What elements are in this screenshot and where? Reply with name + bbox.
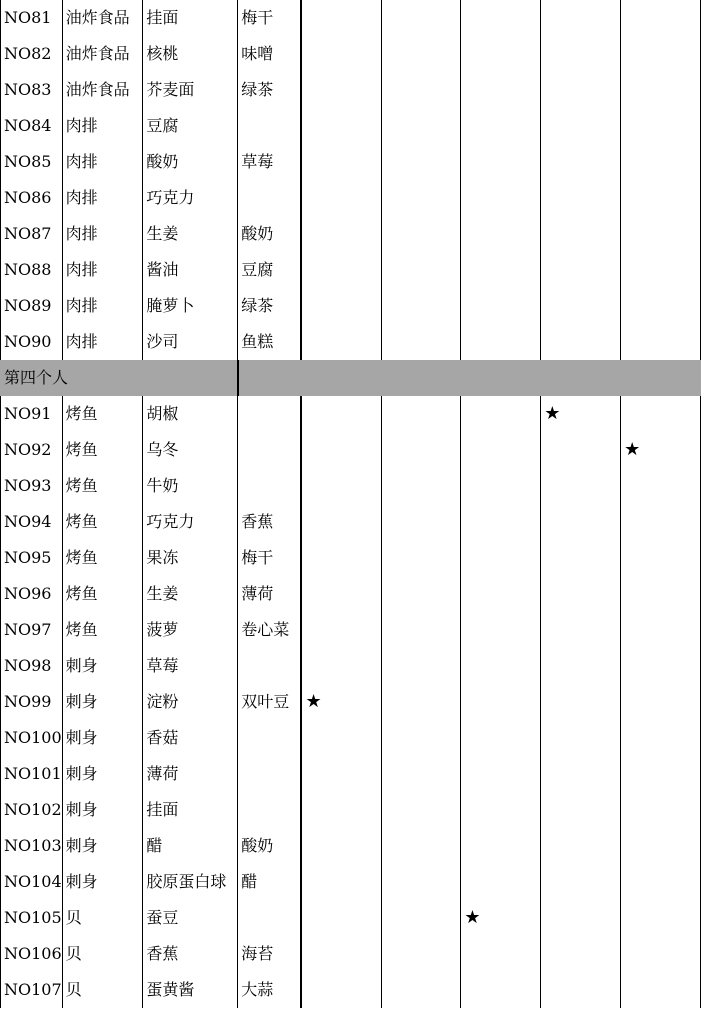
cell-mark[interactable] — [461, 540, 541, 576]
cell-mark[interactable] — [301, 0, 381, 36]
cell-category[interactable]: 贝 — [62, 900, 143, 936]
cell-mark[interactable] — [541, 504, 621, 540]
cell-food2[interactable]: 海苔 — [238, 936, 302, 972]
cell-mark[interactable] — [541, 936, 621, 972]
cell-mark[interactable] — [541, 108, 621, 144]
cell-food1[interactable]: 酸奶 — [143, 144, 238, 180]
cell-mark[interactable] — [381, 648, 461, 684]
cell-food2[interactable]: 酸奶 — [238, 216, 302, 252]
cell-mark[interactable] — [541, 900, 621, 936]
cell-mark[interactable] — [301, 396, 381, 432]
section-header-row — [1, 360, 701, 396]
cell-category[interactable]: 刺身 — [62, 792, 143, 828]
table-row — [1, 216, 701, 252]
cell-mark[interactable] — [461, 396, 541, 432]
cell-mark[interactable] — [301, 72, 381, 108]
cell-mark[interactable] — [541, 468, 621, 504]
cell-mark[interactable] — [381, 612, 461, 648]
cell-blank[interactable] — [143, 360, 238, 396]
star-icon: ★ — [544, 403, 561, 424]
cell-category[interactable]: 烤鱼 — [62, 540, 143, 576]
cell-blank[interactable] — [621, 360, 701, 396]
cell-id[interactable]: NO82 — [1, 36, 63, 72]
cell-mark[interactable] — [381, 756, 461, 792]
cell-category[interactable]: 油炸食品 — [62, 72, 143, 108]
cell-food1[interactable]: 胡椒 — [143, 396, 238, 432]
cell-id[interactable]: NO100 — [1, 720, 63, 756]
cell-category[interactable]: 贝 — [62, 936, 143, 972]
cell-food1[interactable]: 薄荷 — [143, 756, 238, 792]
table-row — [1, 468, 701, 504]
cell-food2[interactable] — [238, 468, 302, 504]
cell-food1[interactable]: 巧克力 — [143, 180, 238, 216]
cell-food1[interactable]: 草莓 — [143, 648, 238, 684]
cell-mark[interactable] — [621, 972, 701, 1008]
cell-food2[interactable]: 绿茶 — [238, 288, 302, 324]
cell-mark[interactable] — [621, 72, 701, 108]
cell-mark[interactable] — [381, 252, 461, 288]
cell-mark[interactable] — [301, 720, 381, 756]
cell-mark[interactable] — [301, 288, 381, 324]
cell-mark[interactable] — [621, 612, 701, 648]
cell-mark[interactable] — [461, 72, 541, 108]
cell-id[interactable]: NO104 — [1, 864, 63, 900]
cell-category[interactable]: 肉排 — [62, 324, 143, 360]
cell-mark[interactable] — [541, 396, 621, 432]
cell-mark[interactable] — [381, 540, 461, 576]
cell-mark[interactable] — [301, 972, 381, 1008]
cell-mark[interactable] — [541, 756, 621, 792]
cell-category[interactable]: 肉排 — [62, 216, 143, 252]
cell-mark[interactable] — [381, 324, 461, 360]
cell-mark[interactable] — [541, 684, 621, 720]
cell-mark[interactable] — [461, 36, 541, 72]
cell-mark[interactable] — [541, 540, 621, 576]
cell-mark[interactable] — [301, 792, 381, 828]
star-icon: ★ — [624, 439, 641, 460]
cell-category[interactable]: 肉排 — [62, 180, 143, 216]
cell-mark[interactable] — [301, 504, 381, 540]
cell-mark[interactable] — [621, 252, 701, 288]
cell-mark[interactable] — [621, 576, 701, 612]
cell-mark[interactable] — [381, 432, 461, 468]
table-row — [1, 180, 701, 216]
cell-category[interactable]: 刺身 — [62, 828, 143, 864]
cell-category[interactable]: 烤鱼 — [62, 576, 143, 612]
cell-id[interactable]: NO93 — [1, 468, 63, 504]
table-body — [1, 0, 701, 1008]
cell-mark[interactable] — [301, 216, 381, 252]
cell-mark[interactable] — [381, 396, 461, 432]
cell-mark[interactable] — [381, 720, 461, 756]
cell-mark[interactable] — [621, 540, 701, 576]
cell-mark[interactable] — [461, 828, 541, 864]
cell-mark[interactable] — [301, 252, 381, 288]
cell-mark[interactable] — [381, 216, 461, 252]
cell-category[interactable]: 刺身 — [62, 864, 143, 900]
cell-food2[interactable]: 绿茶 — [238, 72, 302, 108]
cell-mark[interactable] — [461, 108, 541, 144]
cell-mark[interactable] — [381, 108, 461, 144]
cell-mark[interactable] — [381, 144, 461, 180]
cell-id[interactable]: NO96 — [1, 576, 63, 612]
table-row — [1, 720, 701, 756]
cell-food2[interactable]: 梅干 — [238, 540, 302, 576]
cell-mark[interactable] — [301, 576, 381, 612]
cell-mark[interactable] — [461, 180, 541, 216]
cell-food1[interactable]: 醋 — [143, 828, 238, 864]
table-row — [1, 648, 701, 684]
table-row — [1, 540, 701, 576]
cell-mark[interactable] — [461, 576, 541, 612]
table-row — [1, 756, 701, 792]
cell-mark[interactable] — [301, 612, 381, 648]
table-row — [1, 396, 701, 432]
table-row — [1, 72, 701, 108]
cell-mark[interactable] — [461, 792, 541, 828]
table-row — [1, 252, 701, 288]
cell-food1[interactable]: 香菇 — [143, 720, 238, 756]
cell-id[interactable]: NO88 — [1, 252, 63, 288]
cell-mark[interactable] — [621, 648, 701, 684]
cell-category[interactable]: 肉排 — [62, 288, 143, 324]
cell-mark[interactable] — [461, 972, 541, 1008]
cell-mark[interactable] — [541, 144, 621, 180]
cell-food1[interactable]: 菠萝 — [143, 612, 238, 648]
cell-mark[interactable] — [621, 216, 701, 252]
cell-food2[interactable] — [238, 720, 302, 756]
cell-food1[interactable]: 芥麦面 — [143, 72, 238, 108]
cell-mark[interactable] — [301, 108, 381, 144]
cell-mark[interactable] — [301, 828, 381, 864]
cell-mark[interactable] — [381, 828, 461, 864]
cell-mark[interactable] — [461, 684, 541, 720]
cell-mark[interactable] — [381, 504, 461, 540]
cell-mark[interactable] — [621, 468, 701, 504]
cell-category[interactable]: 贝 — [62, 972, 143, 1008]
cell-mark[interactable] — [461, 612, 541, 648]
cell-mark[interactable] — [301, 864, 381, 900]
cell-food1[interactable]: 沙司 — [143, 324, 238, 360]
table-row — [1, 36, 701, 72]
cell-category[interactable]: 烤鱼 — [62, 468, 143, 504]
cell-category[interactable]: 肉排 — [62, 108, 143, 144]
cell-mark[interactable] — [621, 288, 701, 324]
cell-mark[interactable] — [381, 972, 461, 1008]
cell-food2[interactable]: 味噌 — [238, 36, 302, 72]
cell-food2[interactable] — [238, 900, 302, 936]
cell-mark[interactable] — [541, 72, 621, 108]
cell-mark[interactable] — [381, 72, 461, 108]
cell-mark[interactable] — [461, 324, 541, 360]
cell-mark[interactable] — [461, 252, 541, 288]
cell-blank[interactable] — [301, 360, 381, 396]
cell-mark[interactable] — [461, 504, 541, 540]
cell-id[interactable]: NO94 — [1, 504, 63, 540]
cell-food2[interactable]: 大蒜 — [238, 972, 302, 1008]
cell-mark[interactable] — [301, 36, 381, 72]
cell-category[interactable]: 肉排 — [62, 252, 143, 288]
cell-category[interactable]: 肉排 — [62, 144, 143, 180]
cell-category[interactable]: 油炸食品 — [62, 0, 143, 36]
cell-mark[interactable] — [621, 108, 701, 144]
cell-blank[interactable] — [541, 360, 621, 396]
cell-food2[interactable]: 卷心菜 — [238, 612, 302, 648]
cell-id[interactable]: NO92 — [1, 432, 63, 468]
cell-mark[interactable] — [301, 936, 381, 972]
cell-mark[interactable] — [541, 432, 621, 468]
cell-mark[interactable] — [621, 180, 701, 216]
cell-id[interactable]: NO101 — [1, 756, 63, 792]
cell-mark[interactable] — [541, 648, 621, 684]
cell-id[interactable]: NO81 — [1, 0, 63, 36]
cell-mark[interactable] — [461, 468, 541, 504]
cell-mark[interactable] — [621, 432, 701, 468]
table-row — [1, 792, 701, 828]
cell-mark[interactable] — [541, 0, 621, 36]
cell-food1[interactable]: 香蕉 — [143, 936, 238, 972]
table-row — [1, 864, 701, 900]
table-row — [1, 0, 701, 36]
cell-mark[interactable] — [381, 900, 461, 936]
cell-id[interactable]: NO84 — [1, 108, 63, 144]
cell-food1[interactable]: 蚕豆 — [143, 900, 238, 936]
table-row — [1, 324, 701, 360]
cell-mark[interactable] — [621, 828, 701, 864]
cell-mark[interactable] — [541, 576, 621, 612]
cell-mark[interactable] — [301, 468, 381, 504]
cell-mark[interactable] — [381, 288, 461, 324]
cell-food1[interactable]: 蛋黄酱 — [143, 972, 238, 1008]
cell-category[interactable]: 油炸食品 — [62, 36, 143, 72]
cell-mark[interactable] — [381, 0, 461, 36]
cell-category[interactable]: 刺身 — [62, 684, 143, 720]
cell-id[interactable]: NO102 — [1, 792, 63, 828]
cell-mark[interactable] — [381, 468, 461, 504]
cell-mark[interactable] — [541, 828, 621, 864]
cell-mark[interactable] — [541, 36, 621, 72]
cell-mark[interactable] — [381, 792, 461, 828]
cell-food1[interactable]: 果冻 — [143, 540, 238, 576]
cell-food2[interactable] — [238, 792, 302, 828]
cell-mark[interactable] — [301, 144, 381, 180]
cell-id[interactable]: NO89 — [1, 288, 63, 324]
cell-food1[interactable]: 生姜 — [143, 576, 238, 612]
cell-food1[interactable]: 腌萝卜 — [143, 288, 238, 324]
cell-food2[interactable]: 草莓 — [238, 144, 302, 180]
cell-mark[interactable] — [621, 36, 701, 72]
cell-food1[interactable]: 淀粉 — [143, 684, 238, 720]
cell-mark[interactable] — [541, 252, 621, 288]
cell-id[interactable]: NO90 — [1, 324, 63, 360]
cell-food1[interactable]: 生姜 — [143, 216, 238, 252]
star-icon: ★ — [464, 907, 481, 928]
cell-food1[interactable]: 胶原蛋白球 — [143, 864, 238, 900]
cell-food2[interactable] — [238, 648, 302, 684]
cell-category[interactable]: 刺身 — [62, 720, 143, 756]
cell-id[interactable]: NO97 — [1, 612, 63, 648]
cell-mark[interactable] — [381, 180, 461, 216]
cell-mark[interactable] — [621, 144, 701, 180]
cell-food1[interactable]: 核桃 — [143, 36, 238, 72]
cell-mark[interactable] — [381, 36, 461, 72]
cell-mark[interactable] — [621, 324, 701, 360]
table-row — [1, 936, 701, 972]
cell-blank[interactable] — [238, 360, 302, 396]
cell-mark[interactable] — [461, 288, 541, 324]
cell-food1[interactable]: 牛奶 — [143, 468, 238, 504]
cell-food2[interactable]: 酸奶 — [238, 828, 302, 864]
table-row — [1, 900, 701, 936]
table-row — [1, 972, 701, 1008]
cell-mark[interactable] — [541, 180, 621, 216]
table-row — [1, 288, 701, 324]
cell-mark[interactable] — [541, 792, 621, 828]
cell-id[interactable]: NO105 — [1, 900, 63, 936]
cell-id[interactable]: NO106 — [1, 936, 63, 972]
cell-mark[interactable] — [621, 720, 701, 756]
cell-category[interactable]: 烤鱼 — [62, 504, 143, 540]
cell-food1[interactable]: 酱油 — [143, 252, 238, 288]
table-row — [1, 108, 701, 144]
cell-id[interactable]: NO87 — [1, 216, 63, 252]
cell-id[interactable]: NO103 — [1, 828, 63, 864]
cell-mark[interactable] — [541, 288, 621, 324]
cell-mark[interactable] — [621, 936, 701, 972]
cell-mark[interactable] — [541, 972, 621, 1008]
cell-mark[interactable] — [541, 720, 621, 756]
cell-id[interactable]: NO99 — [1, 684, 63, 720]
cell-mark[interactable] — [621, 792, 701, 828]
cell-food2[interactable]: 梅干 — [238, 0, 302, 36]
cell-mark[interactable] — [461, 432, 541, 468]
cell-mark[interactable] — [621, 684, 701, 720]
cell-food1[interactable]: 挂面 — [143, 792, 238, 828]
cell-blank[interactable] — [381, 360, 461, 396]
cell-food1[interactable]: 乌冬 — [143, 432, 238, 468]
cell-category[interactable]: 刺身 — [62, 648, 143, 684]
cell-category[interactable]: 烤鱼 — [62, 612, 143, 648]
cell-category[interactable]: 刺身 — [62, 756, 143, 792]
cell-mark[interactable] — [381, 576, 461, 612]
cell-id[interactable]: NO95 — [1, 540, 63, 576]
table-row — [1, 504, 701, 540]
cell-food2[interactable] — [238, 432, 302, 468]
cell-food2[interactable]: 香蕉 — [238, 504, 302, 540]
cell-mark[interactable] — [621, 0, 701, 36]
star-icon: ★ — [305, 691, 322, 712]
cell-mark[interactable] — [301, 324, 381, 360]
cell-food2[interactable]: 豆腐 — [238, 252, 302, 288]
cell-id[interactable]: NO86 — [1, 180, 63, 216]
table-row — [1, 684, 701, 720]
table-row — [1, 144, 701, 180]
cell-mark[interactable] — [621, 900, 701, 936]
cell-food2[interactable]: 双叶豆 — [238, 684, 302, 720]
cell-id[interactable]: NO83 — [1, 72, 63, 108]
cell-food2[interactable] — [238, 180, 302, 216]
table-row — [1, 612, 701, 648]
cell-mark[interactable] — [621, 396, 701, 432]
cell-food2[interactable] — [238, 396, 302, 432]
cell-mark[interactable] — [461, 720, 541, 756]
cell-mark[interactable] — [461, 216, 541, 252]
cell-mark[interactable] — [301, 900, 381, 936]
cell-mark[interactable] — [621, 756, 701, 792]
cell-mark[interactable] — [541, 612, 621, 648]
cell-category[interactable]: 烤鱼 — [62, 432, 143, 468]
cell-mark[interactable] — [381, 864, 461, 900]
cell-food2[interactable]: 醋 — [238, 864, 302, 900]
cell-id[interactable]: NO107 — [1, 972, 63, 1008]
cell-mark[interactable] — [461, 0, 541, 36]
cell-blank[interactable] — [461, 360, 541, 396]
table-row — [1, 432, 701, 468]
cell-food2[interactable]: 薄荷 — [238, 576, 302, 612]
cell-id[interactable]: NO85 — [1, 144, 63, 180]
cell-id[interactable]: NO98 — [1, 648, 63, 684]
cell-food2[interactable] — [238, 108, 302, 144]
table-row — [1, 576, 701, 612]
cell-mark[interactable] — [541, 864, 621, 900]
cell-food1[interactable]: 巧克力 — [143, 504, 238, 540]
table-row — [1, 828, 701, 864]
cell-mark[interactable] — [381, 684, 461, 720]
cell-mark[interactable] — [461, 756, 541, 792]
cell-mark[interactable] — [541, 216, 621, 252]
cell-mark[interactable] — [621, 504, 701, 540]
cell-id[interactable]: NO91 — [1, 396, 63, 432]
cell-mark[interactable] — [621, 864, 701, 900]
cell-mark[interactable] — [461, 936, 541, 972]
cell-mark[interactable] — [461, 144, 541, 180]
cell-food1[interactable]: 挂面 — [143, 0, 238, 36]
cell-mark[interactable] — [461, 864, 541, 900]
cell-mark[interactable] — [461, 648, 541, 684]
cell-mark[interactable] — [301, 756, 381, 792]
cell-mark[interactable] — [301, 540, 381, 576]
cell-mark[interactable] — [541, 324, 621, 360]
cell-mark[interactable] — [301, 684, 381, 720]
section-title[interactable]: 第四个人 — [1, 360, 143, 396]
cell-food2[interactable] — [238, 756, 302, 792]
cell-mark[interactable] — [381, 936, 461, 972]
cell-mark[interactable] — [301, 432, 381, 468]
cell-category[interactable]: 烤鱼 — [62, 396, 143, 432]
cell-mark[interactable] — [301, 648, 381, 684]
cell-food1[interactable]: 豆腐 — [143, 108, 238, 144]
cell-food2[interactable]: 鱼糕 — [238, 324, 302, 360]
cell-mark[interactable] — [301, 180, 381, 216]
cell-mark[interactable] — [461, 900, 541, 936]
